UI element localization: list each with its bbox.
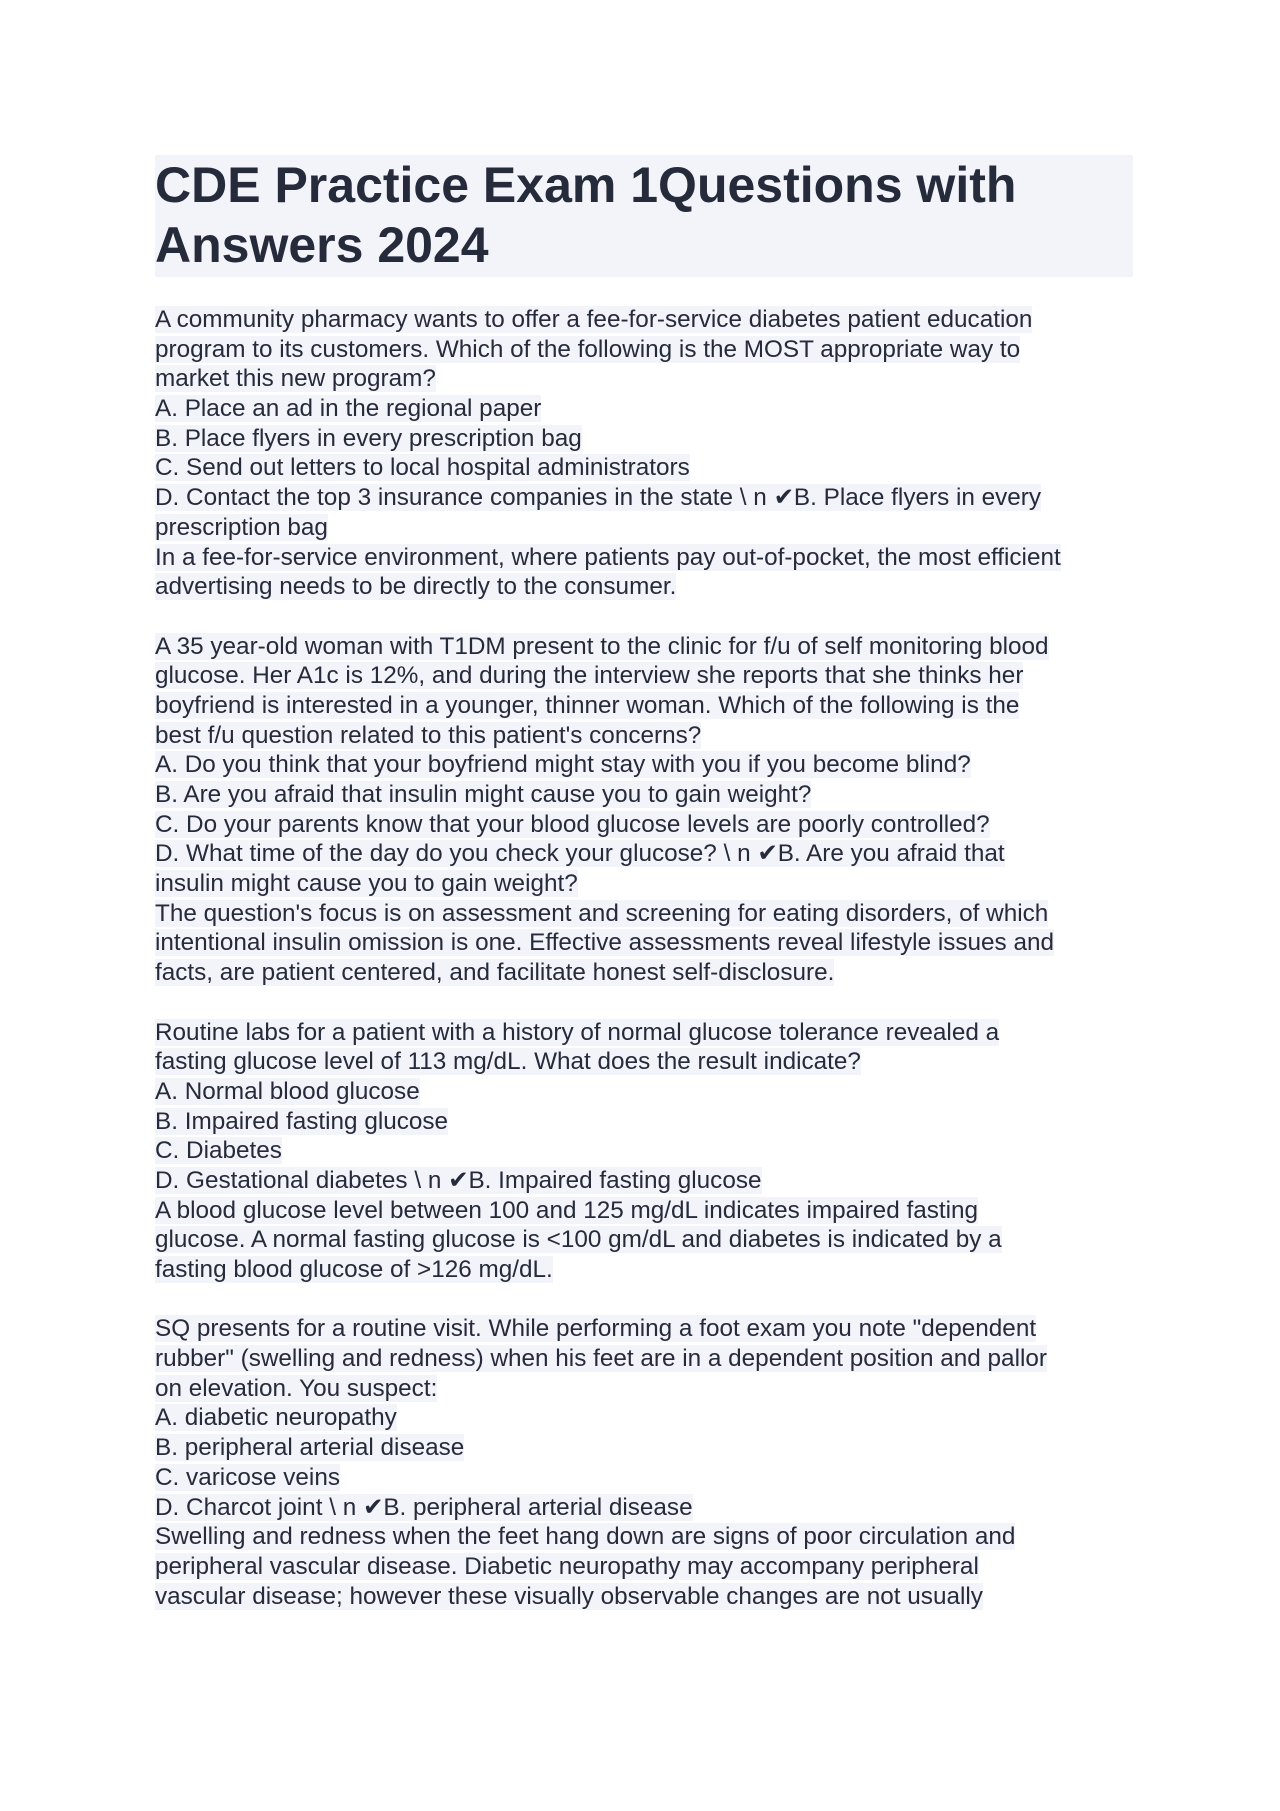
text-line-content: A 35 year-old woman with T1DM present to the clinic for f/u of self monitoring blood [155,632,1049,660]
text-line-content: fasting glucose level of 113 mg/dL. What does the result indicate? [155,1048,861,1076]
text-line [155,1047,1133,1077]
text-line-content: A. Place an ad in the regional paper [155,395,542,423]
text-line-content: C. varicose veins [155,1463,340,1491]
text-line-content: A. Do you think that your boyfriend might stay with you if you become blind? [155,751,971,779]
text-line [155,543,1133,573]
question-block [155,1314,1133,1611]
text-line-content: D. Gestational diabetes \ n ✔B. Impaired fasting glucose [155,1166,762,1194]
text-line [155,810,1133,840]
text-line-content: A community pharmacy wants to offer a fee-for-service diabetes patient education [155,306,1033,333]
text-line [155,1018,1133,1048]
text-line [155,1433,1133,1463]
text-line [155,1403,1133,1433]
text-line-content: Swelling and redness when the feet hang down are signs of poor circulation and [155,1523,1016,1551]
text-line [155,305,1133,335]
text-line [155,1314,1133,1344]
text-line [155,1463,1133,1493]
text-line-content: glucose. Her A1c is 12%, and during the interview she reports that she thinks her [155,662,1024,690]
text-line-content: C. Diabetes [155,1137,282,1165]
text-line [155,691,1133,721]
text-line [155,453,1133,483]
text-line [155,1107,1133,1137]
text-line-content: facts, are patient centered, and facilitate honest self-disclosure. [155,959,835,987]
text-line [155,364,1133,394]
text-line-content: Routine labs for a patient with a history of normal glucose tolerance revealed a [155,1018,1000,1046]
text-line-content: A. Normal blood glucose [155,1077,420,1105]
text-line-content: vascular disease; however these visually observable changes are not usually [155,1582,983,1610]
text-line-content: B. Impaired fasting glucose [155,1107,449,1135]
text-line [155,1077,1133,1107]
text-line-content: C. Do your parents know that your blood glucose levels are poorly controlled? [155,810,990,838]
text-line [155,1255,1133,1285]
text-line [155,958,1133,988]
text-line [155,335,1133,365]
document-page [155,155,1133,1641]
text-line-content: market this new program? [155,365,436,393]
text-line-content: D. What time of the day do you check your glucose? \ n ✔B. Are you afraid that [155,840,1005,868]
text-line [155,394,1133,424]
title-line: CDE Practice Exam 1Questions with [155,157,1017,213]
text-line [155,750,1133,780]
text-line [155,1374,1133,1404]
text-line-content: The question's focus is on assessment and screening for eating disorders, of which [155,899,1049,927]
text-line-content: insulin might cause you to gain weight? [155,870,578,898]
text-line-content: A blood glucose level between 100 and 125 mg/dL indicates impaired fasting [155,1196,979,1224]
text-line [155,721,1133,751]
text-line [155,1166,1133,1196]
text-line-content: peripheral vascular disease. Diabetic neuropathy may accompany peripheral [155,1552,979,1580]
text-line-content: boyfriend is interested in a younger, thinner woman. Which of the following is the [155,691,1020,719]
text-line-content: advertising needs to be directly to the consumer. [155,573,677,601]
text-line-content: on elevation. You suspect: [155,1374,438,1402]
text-line [155,1225,1133,1255]
text-line [155,513,1133,543]
text-line-content: rubber" (swelling and redness) when his feet are in a dependent position and pallor [155,1345,1047,1373]
title-box [155,155,1133,277]
text-line-content: In a fee-for-service environment, where patients pay out-of-pocket, the most efficient [155,543,1061,571]
text-line-content: glucose. A normal fasting glucose is <100 gm/dL and diabetes is indicated by a [155,1226,1002,1254]
text-line-content: C. Send out letters to local hospital administrators [155,454,690,482]
text-line-content: D. Charcot joint \ n ✔B. peripheral arterial disease [155,1493,693,1521]
text-line [155,661,1133,691]
text-line [155,780,1133,810]
text-line [155,1582,1133,1612]
text-line-content: fasting blood glucose of >126 mg/dL. [155,1256,553,1283]
question-list [155,305,1133,1611]
text-line-content: program to its customers. Which of the following is the MOST appropriate way to [155,335,1021,363]
text-line-content: A. diabetic neuropathy [155,1404,397,1432]
question-block [155,1018,1133,1285]
text-line [155,1136,1133,1166]
text-line-content: SQ presents for a routine visit. While performing a foot exam you note "dependent [155,1315,1037,1343]
text-line [155,1493,1133,1523]
text-line [155,572,1133,602]
text-line [155,1344,1133,1374]
text-line [155,899,1133,929]
text-line-content: D. Contact the top 3 insurance companies in the state \ n ✔B. Place flyers in every [155,484,1042,512]
text-line [155,424,1133,454]
text-line-content: best f/u question related to this patient's concerns? [155,721,702,749]
question-block [155,305,1133,602]
text-line-content: B. peripheral arterial disease [155,1434,465,1462]
text-line-content: B. Place flyers in every prescription bag [155,424,582,452]
text-line [155,1522,1133,1552]
title-line: Answers 2024 [155,217,489,273]
text-line [155,1196,1133,1226]
text-line-content: B. Are you afraid that insulin might cause you to gain weight? [155,781,812,808]
text-line [155,483,1133,513]
text-line-content: prescription bag [155,513,328,541]
question-block [155,632,1133,988]
text-line-content: intentional insulin omission is one. Effective assessments reveal lifestyle issues and [155,929,1054,957]
page-title [155,155,1133,275]
text-line [155,869,1133,899]
text-line [155,1552,1133,1582]
text-line [155,632,1133,662]
text-line [155,928,1133,958]
text-line [155,839,1133,869]
